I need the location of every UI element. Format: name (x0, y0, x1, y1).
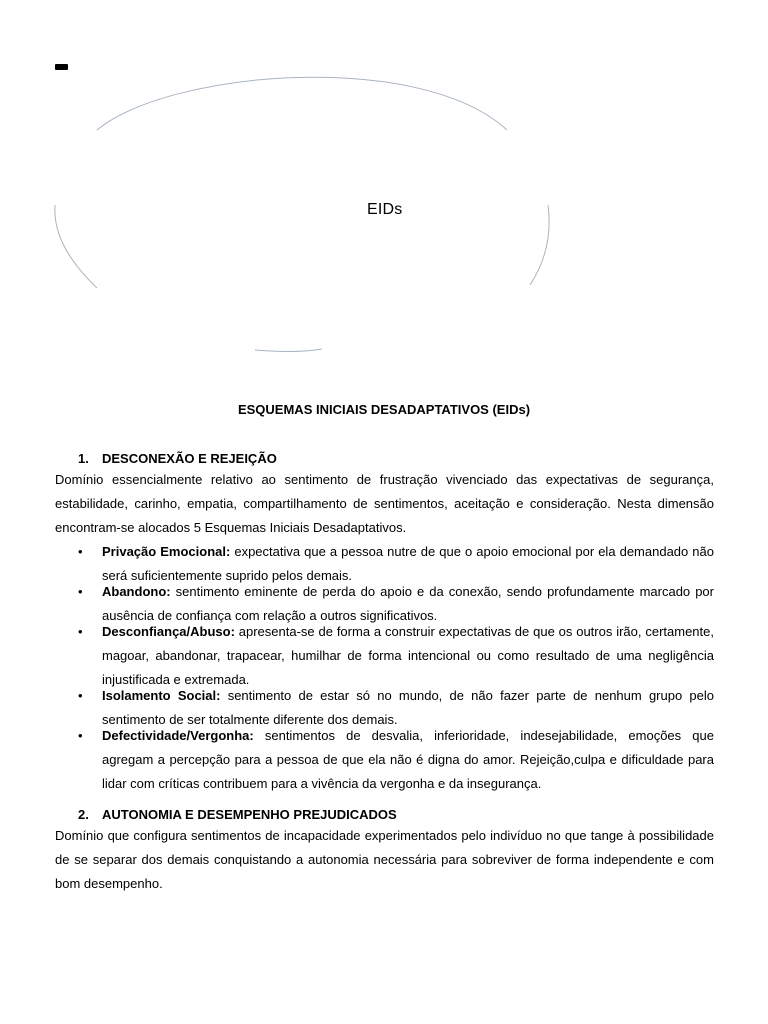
bullet-icon: • (78, 584, 83, 599)
diagram-arc-bottom (255, 349, 322, 351)
bullet-text: sentimento de estar só no mundo, de não fazer parte de nenhum grupo pelo sentimento de ser totalmente diferente dos demais. (102, 688, 714, 727)
bullet-text: sentimento eminente de perda do apoio e da conexão, sendo profundamente marcado por ausência de confiança com relação a outros significativos. (102, 584, 714, 623)
schema-bullet-list (78, 540, 714, 791)
list-item (78, 724, 714, 796)
bullet-term: Abandono: (102, 584, 171, 599)
section-heading-2 (78, 807, 397, 822)
list-item (78, 620, 714, 692)
diagram-center-label: EIDs (367, 201, 403, 218)
bullet-text: expectativa que a pessoa nutre de que o apoio emocional por ela demandado não será suficientemente suprido pelos demais. (102, 544, 714, 583)
bullet-term: Desconfiança/Abuso: (102, 624, 235, 639)
eids-diagram (0, 0, 768, 380)
bullet-icon: • (78, 544, 83, 559)
section-number: 2. (78, 807, 89, 822)
section-title: DESCONEXÃO E REJEIÇÃO (102, 451, 277, 466)
section-title: AUTONOMIA E DESEMPENHO PREJUDICADOS (102, 807, 397, 822)
bullet-term: Defectividade/Vergonha: (102, 728, 254, 743)
bullet-term: Privação Emocional: (102, 544, 231, 559)
bullet-icon: • (78, 688, 83, 703)
document-title: ESQUEMAS INICIAIS DESADAPTATIVOS (EIDs) (237, 402, 531, 417)
diagram-arc-left (55, 205, 97, 288)
section-number: 1. (78, 451, 89, 466)
section-paragraph-2: Domínio que configura sentimentos de incapacidade experimentados pelo indivíduo no que tange à possibilidade de se separar dos demais conquistando a autonomia necessária para sobreviver de forma independente e com bom desempenho. (55, 828, 714, 891)
bullet-icon: • (78, 624, 83, 639)
bullet-term: Isolamento Social: (102, 688, 221, 703)
bullet-text: sentimentos de desvalia, inferioridade, indesejabilidade, emoções que agregam a percepção para a pessoa de que ela não é digna do amor. Rejeição,culpa e dificuldade para lidar com críticas contribuem para a vivência da vergonha e da insegurança. (102, 728, 714, 791)
diagram-arc-top (97, 77, 507, 130)
bullet-text: apresenta-se de forma a construir expectativas de que os outros irão, certamente, magoar, abandonar, trapacear, humilhar de forma intencional ou como resultado de uma negligência injustificada e extremada. (102, 624, 714, 687)
section-paragraph-1: Domínio essencialmente relativo ao sentimento de frustração vivenciado das expectativas de segurança, estabilidade, carinho, empatia, compartilhamento de sentimentos, aceitação e consideração. Nesta dimensão encontram-se alocados 5 Esquemas Iniciais Desadaptativos. (55, 472, 714, 535)
diagram-arc-right (530, 205, 549, 285)
section-heading-1 (78, 451, 277, 466)
bullet-icon: • (78, 728, 83, 743)
